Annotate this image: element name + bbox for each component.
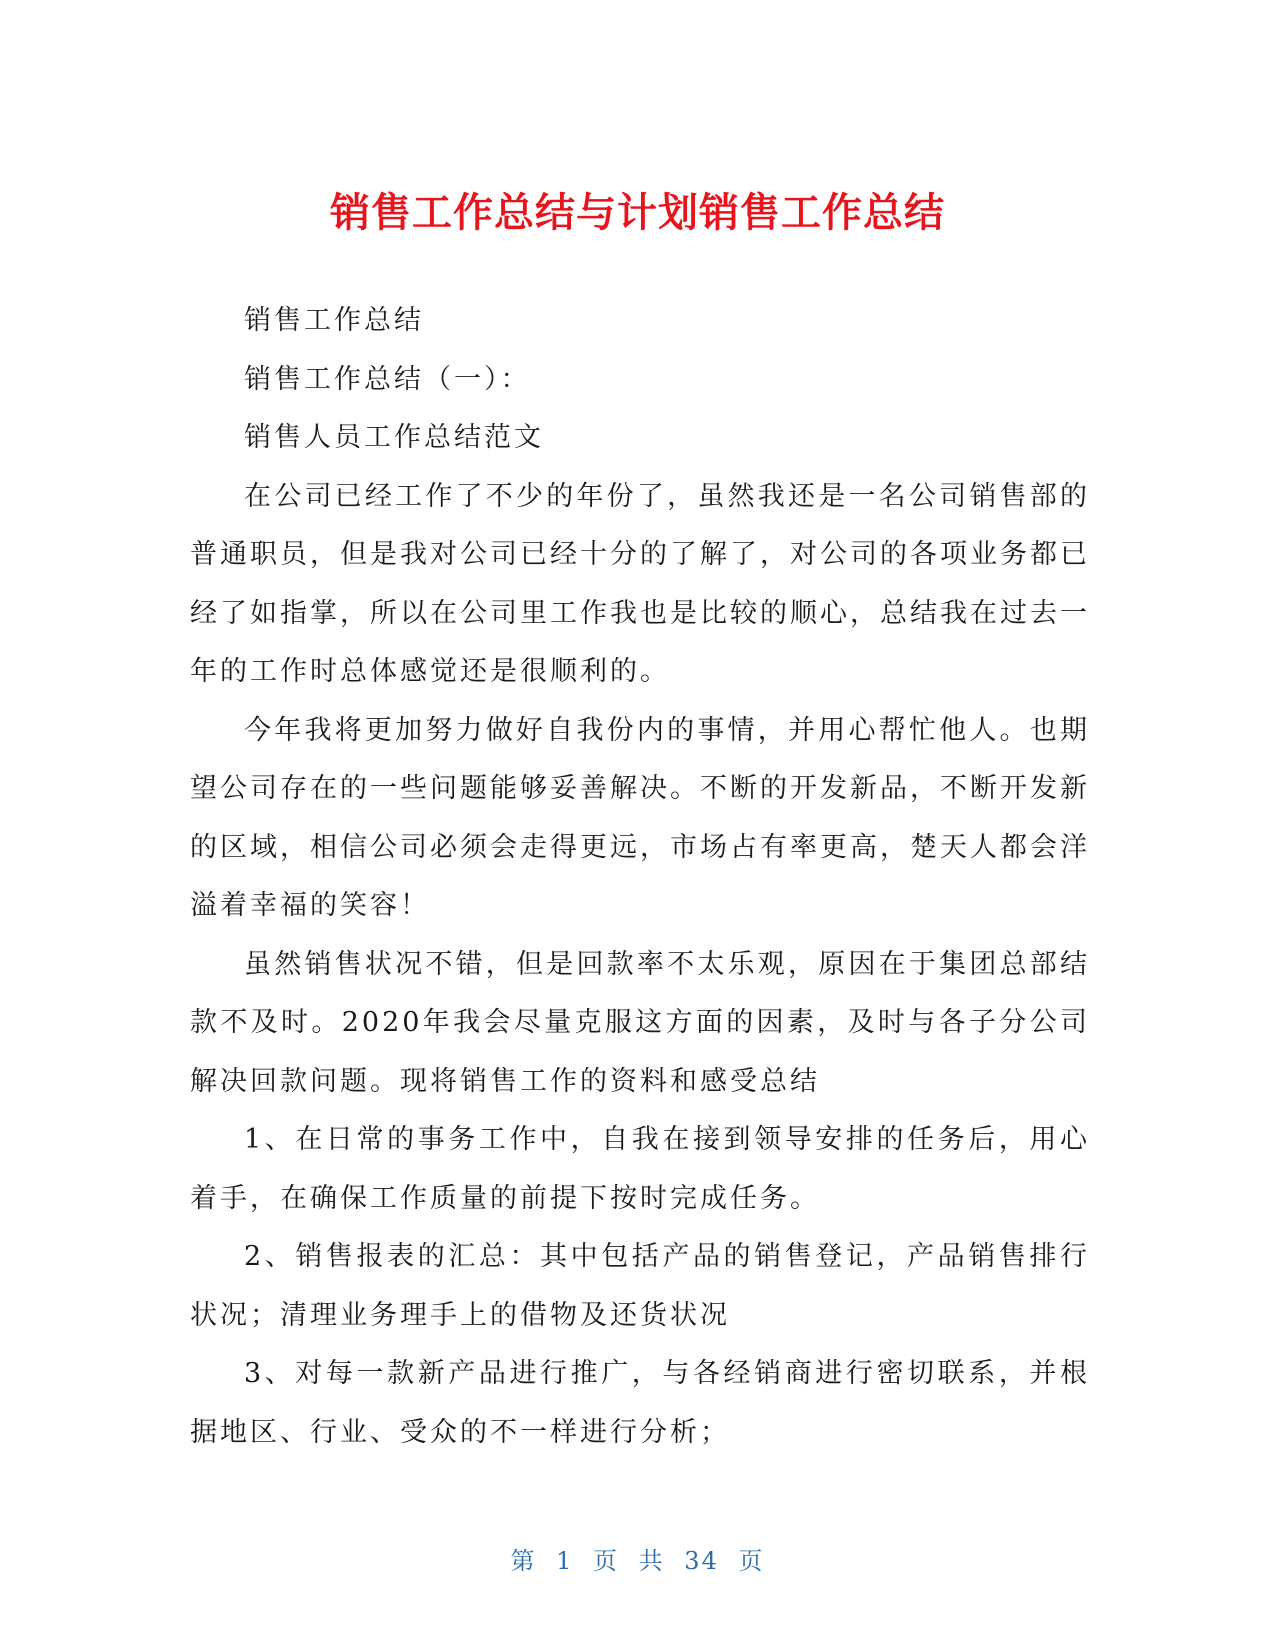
paragraph: 2、销售报表的汇总：其中包括产品的销售登记，产品销售排行状况；清理业务理手上的借物及还货状况 (190, 1241, 1090, 1331)
page-number-footer: 第 1 页 共 34 页 (510, 1547, 765, 1575)
paragraph: 在公司已经工作了不少的年份了，虽然我还是一名公司销售部的普通职员，但是我对公司已经十分的了解了，对公司的各项业务都已经了如指掌，所以在公司里工作我也是比较的顺心，总结我在过去一年的工作时总体感觉还是很顺利的。 (190, 480, 1090, 687)
paragraph: 今年我将更加努力做好自我份内的事情，并用心帮忙他人。也期望公司存在的一些问题能够妥善解决。不断的开发新品，不断开发新的区域，相信公司必须会走得更远，市场占有率更高，楚天人都会洋溢着幸福的笑容！ (190, 714, 1090, 921)
paragraph: 3、对每一款新产品进行推广，与各经销商进行密切联系，并根据地区、行业、受众的不一样进行分析； (190, 1358, 1090, 1448)
paragraph: 销售工作总结（一）： (244, 363, 531, 395)
paragraph: 销售人员工作总结范文 (244, 422, 544, 453)
paragraph: 虽然销售状况不错，但是回款率不太乐观，原因在于集团总部结款不及时。2020年我会尽量克服这方面的因素，及时与各子分公司解决回款问题。现将销售工作的资料和感受总结 (190, 948, 1090, 1097)
document-body (190, 292, 1090, 1462)
paragraph: 1、在日常的事务工作中，自我在接到领导安排的任务后，用心着手，在确保工作质量的前提下按时完成任务。 (190, 1124, 1090, 1214)
document-title: 销售工作总结与计划销售工作总结 (330, 189, 945, 236)
paragraph: 销售工作总结 (244, 305, 424, 336)
